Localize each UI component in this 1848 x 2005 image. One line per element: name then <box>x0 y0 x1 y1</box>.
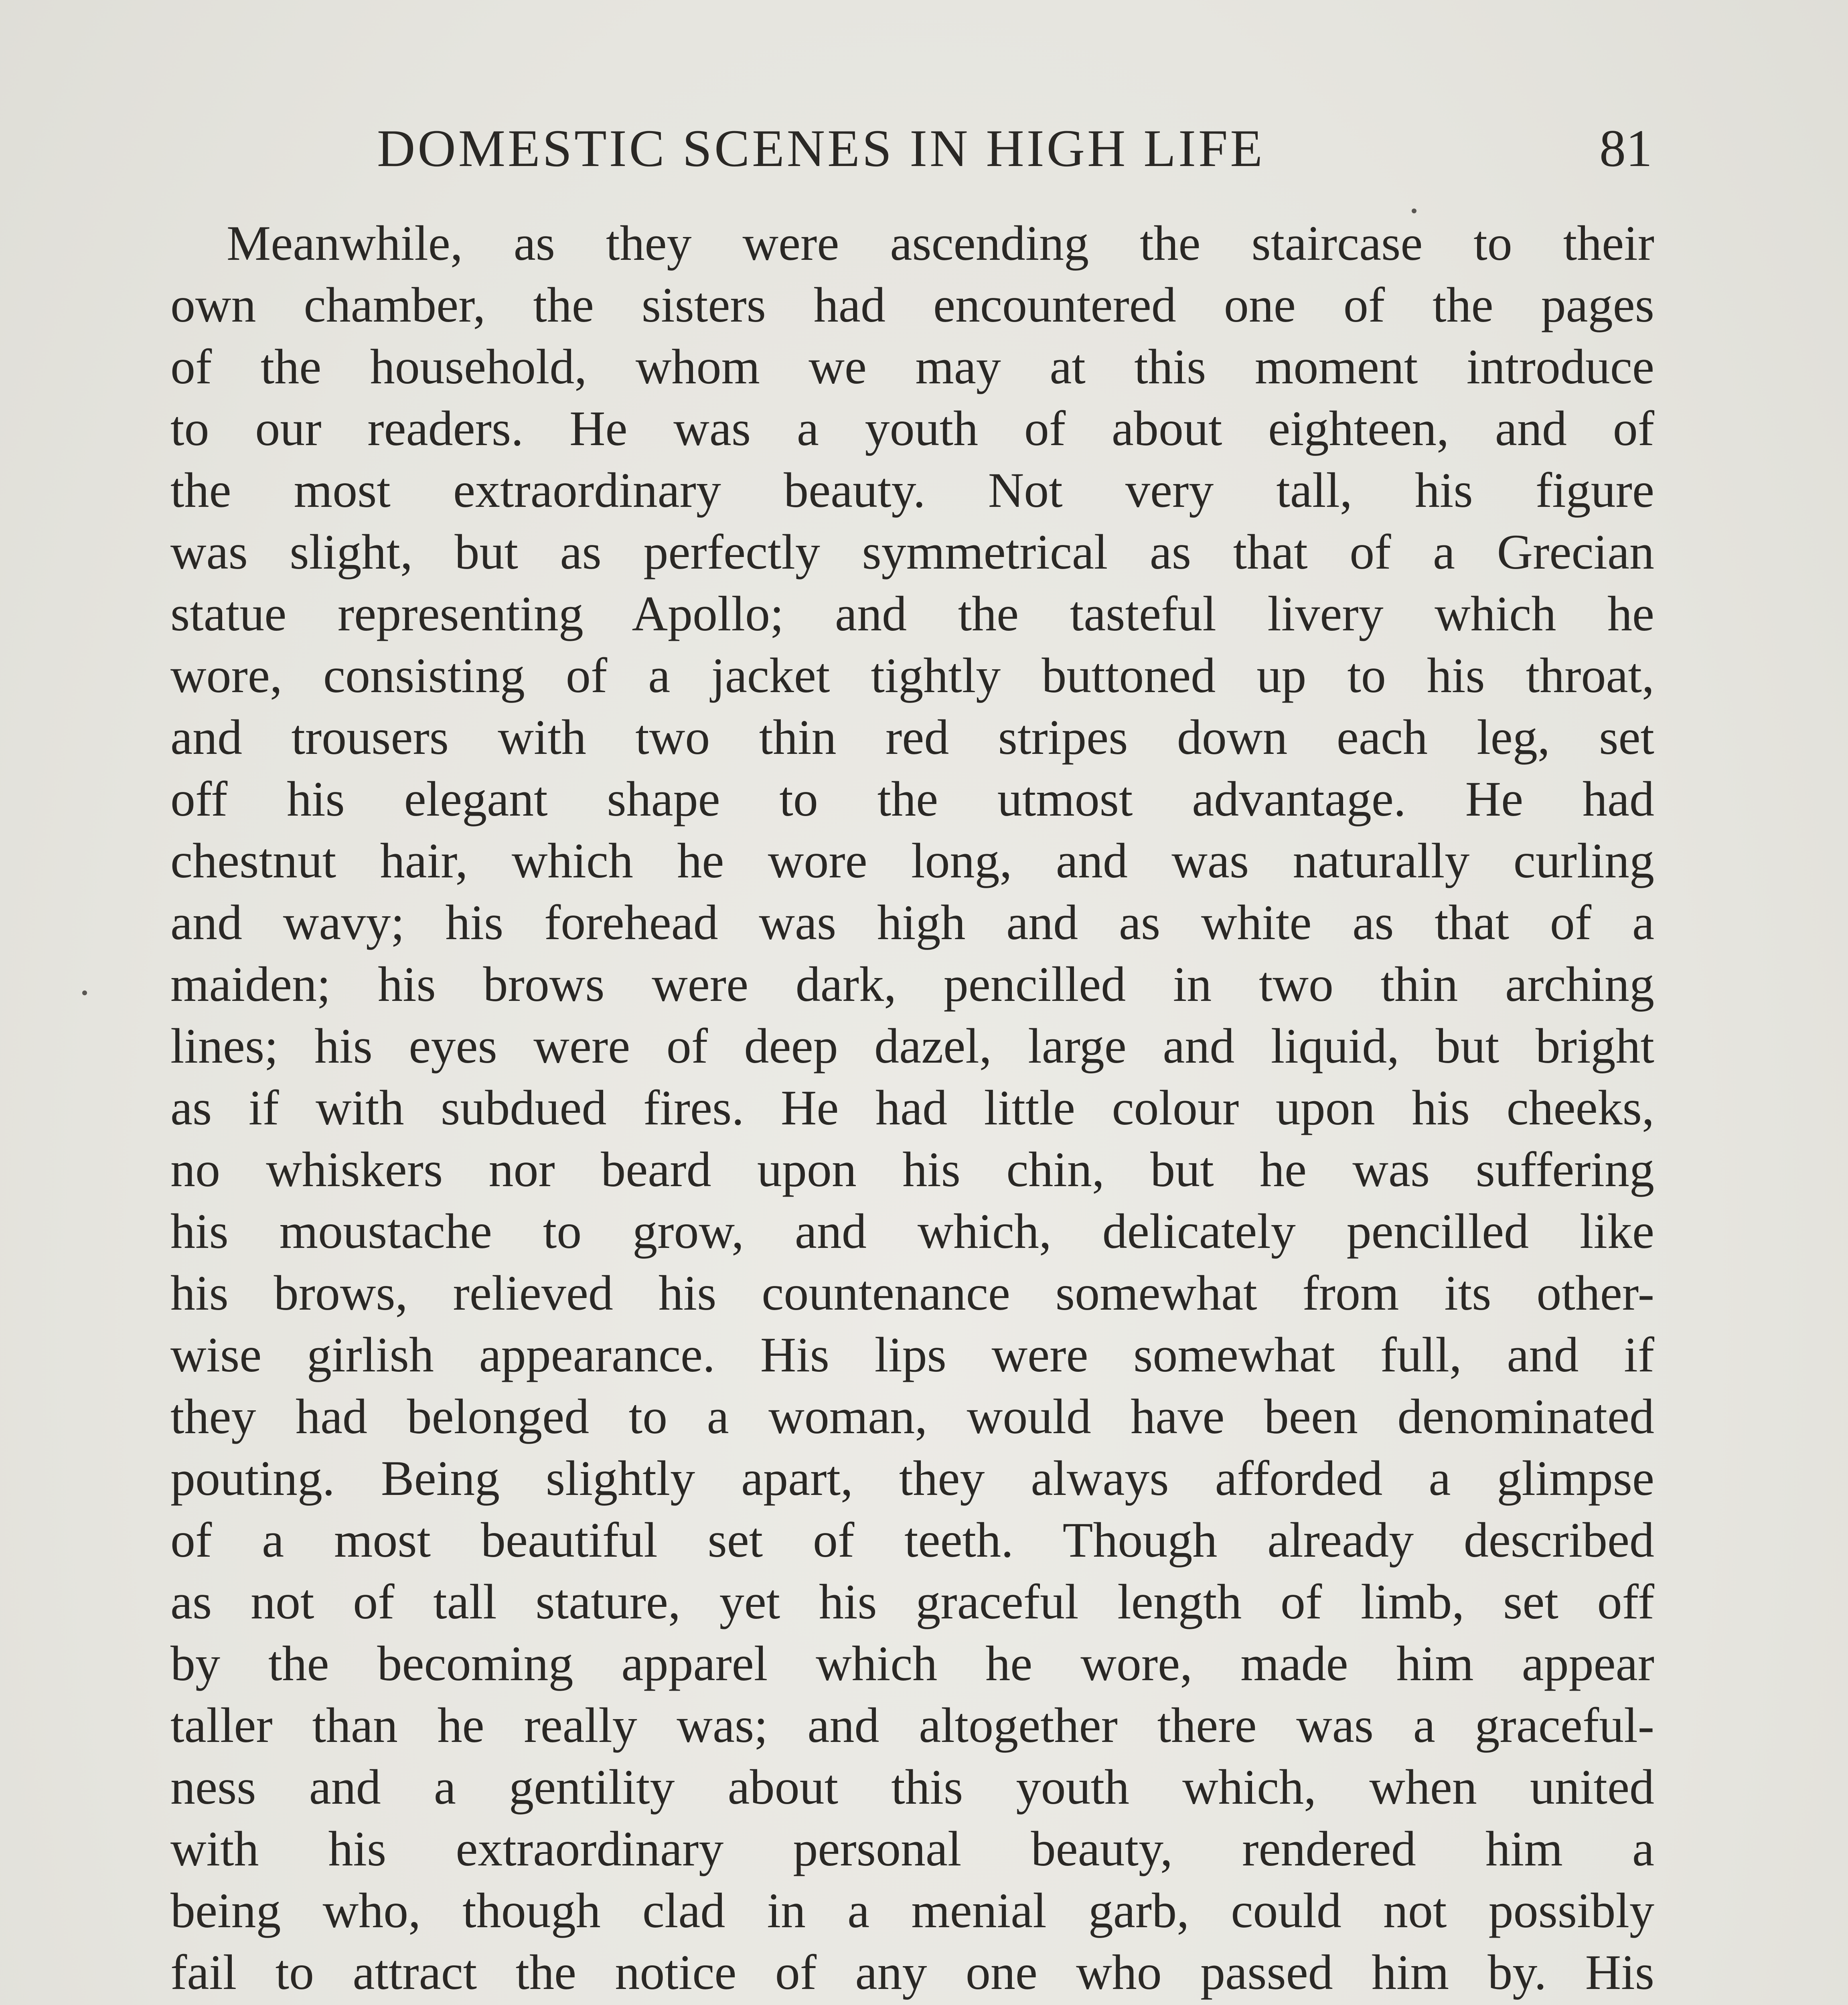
text-line: as not of tall stature, yet his graceful length of limb, set off <box>170 1574 1654 1629</box>
text-line: chestnut hair, which he wore long, and was naturally curling <box>170 833 1654 888</box>
text-line: the most extraordinary beauty. Not very tall, his figure <box>170 463 1654 518</box>
text-line: by the becoming apparel which he wore, made him appear <box>170 1636 1654 1691</box>
margin-speck <box>82 990 87 995</box>
paragraph <box>170 213 1654 2005</box>
text-line: no whiskers nor beard upon his chin, but he was suffering <box>170 1142 1654 1197</box>
text-line: as if with subdued fires. He had little colour upon his cheeks, <box>170 1080 1654 1135</box>
text-line: maiden; his brows were dark, pencilled in two thin arching <box>170 957 1654 1012</box>
text-line: and wavy; his forehead was high and as white as that of a <box>170 895 1654 950</box>
text-line: lines; his eyes were of deep dazel, large and liquid, but bright <box>170 1019 1654 1073</box>
text-line: pouting. Being slightly apart, they always afforded a glimpse <box>170 1451 1654 1506</box>
text-line: with his extraordinary personal beauty, rendered him a <box>170 1821 1654 1876</box>
text-line: his brows, relieved his countenance somewhat from its other- <box>170 1266 1654 1320</box>
text-line: of a most beautiful set of teeth. Though already described <box>170 1513 1654 1568</box>
text-line: they had belonged to a woman, would have been denominated <box>170 1389 1654 1444</box>
text-line: statue representing Apollo; and the tasteful livery which he <box>170 586 1654 641</box>
page-number: 81 <box>1599 119 1652 178</box>
running-title: DOMESTIC SCENES IN HIGH LIFE <box>377 119 1265 178</box>
text-line: being who, though clad in a menial garb, could not possibly <box>170 1883 1654 1938</box>
running-head <box>168 108 1652 188</box>
text-line: wise girlish appearance. His lips were somewhat full, and if <box>170 1327 1654 1382</box>
body-text <box>170 213 1654 2005</box>
text-line: own chamber, the sisters had encountered one of the pages <box>170 277 1654 332</box>
text-line: Meanwhile, as they were ascending the staircase to their <box>227 216 1654 271</box>
text-line: wore, consisting of a jacket tightly buttoned up to his throat, <box>170 648 1654 703</box>
text-line: and trousers with two thin red stripes down each leg, set <box>170 710 1654 765</box>
text-line: of the household, whom we may at this moment introduce <box>170 339 1654 394</box>
text-line: fail to attract the notice of any one who passed him by. His <box>170 1945 1654 2000</box>
text-line: taller than he really was; and altogether there was a graceful- <box>170 1698 1654 1753</box>
text-line: off his elegant shape to the utmost advantage. He had <box>170 772 1654 826</box>
text-line: his moustache to grow, and which, delicately pencilled like <box>170 1204 1654 1259</box>
text-line: was slight, but as perfectly symmetrical as that of a Grecian <box>170 525 1654 579</box>
text-line: ness and a gentility about this youth which, when united <box>170 1760 1654 1815</box>
text-line: to our readers. He was a youth of about eighteen, and of <box>170 401 1654 456</box>
text-line <box>170 2003 1654 2005</box>
